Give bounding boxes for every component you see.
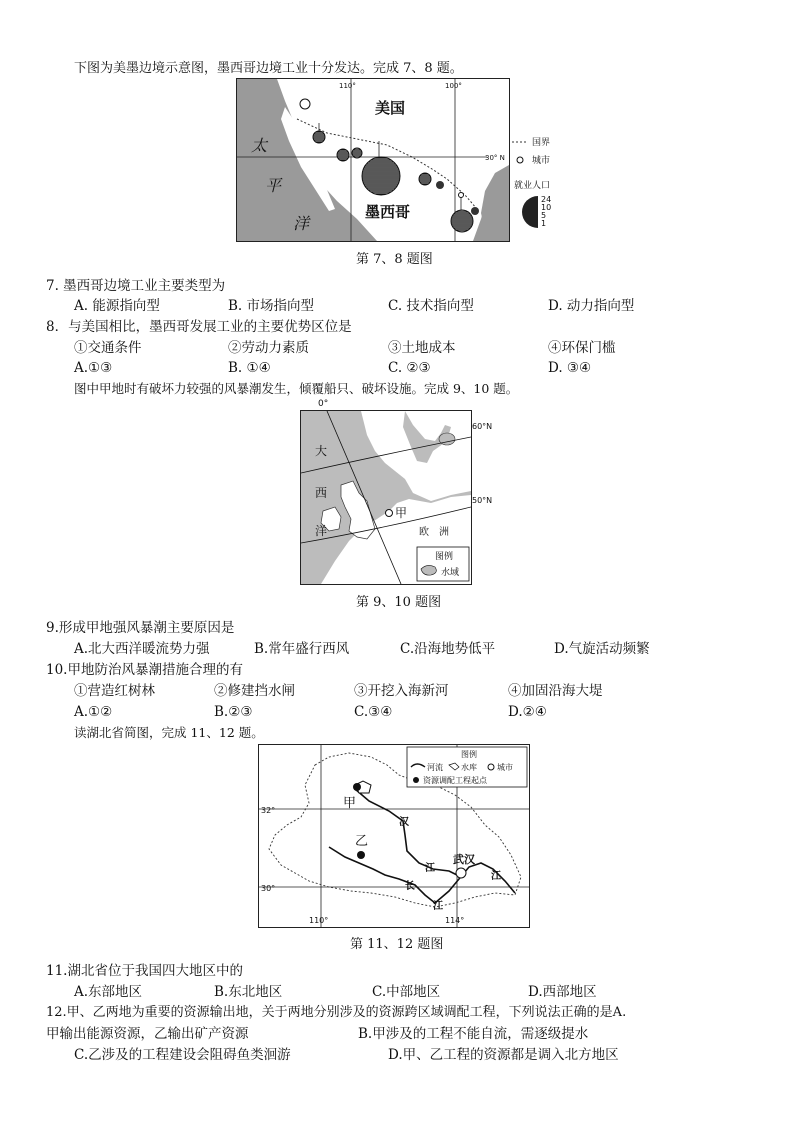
q8-option-d: D. ③④ — [548, 360, 592, 376]
q9-option-d: D.气旋活动频繁 — [554, 641, 650, 657]
hubei-map — [258, 744, 530, 928]
fig3-jia: 甲 — [343, 796, 357, 811]
q11-option-c: C.中部地区 — [372, 984, 441, 1000]
q10-option-d: D.②④ — [508, 704, 547, 720]
fig1-legend — [508, 130, 578, 230]
legend-reservoir: 水库 — [461, 763, 477, 772]
fig1-caption: 第 7、8 题图 — [356, 252, 433, 267]
fig2-lat-60: 60°N — [472, 422, 493, 431]
q7-option-c: C. 技术指向型 — [388, 298, 474, 314]
q10-stem: 10.甲地防治风暴潮措施合理的有 — [46, 662, 243, 678]
intro-7-8: 下图为美墨边境示意图，墨西哥边境工业十分发达。完成 7、8 题。 — [74, 61, 463, 76]
fig3-han: 汉 — [399, 817, 409, 828]
usa-label: 美国 — [375, 99, 406, 117]
q8-item-4: ④环保门槛 — [548, 340, 616, 356]
north-sea-map — [300, 410, 472, 585]
legend-city: 城市 — [532, 156, 551, 166]
fig3-jiang-east: 江 — [491, 871, 501, 882]
legend-pop-10: 10 — [541, 203, 552, 212]
legend-origin: 资源调配工程起点 — [423, 776, 487, 785]
intro-11-12: 读湖北省简图，完成 11、12 题。 — [74, 725, 264, 740]
intro-9-10: 图中甲地时有破坏力较强的风暴潮发生，倾覆船只、破坏设施。完成 9、10 题。 — [74, 381, 519, 396]
q11-option-a: A.东部地区 — [74, 984, 143, 1000]
us-mexico-border-map — [236, 78, 510, 242]
lon-100: 100° — [445, 82, 462, 90]
q9-stem: 9.形成甲地强风暴潮主要原因是 — [46, 620, 235, 636]
fig3-jiang-han: 江 — [425, 863, 435, 874]
q7-option-d: D. 动力指向型 — [548, 298, 635, 314]
q9-option-b: B.常年盛行西风 — [254, 641, 350, 657]
fig2-europe: 欧 洲 — [419, 527, 449, 538]
fig3-legend-title: 图例 — [461, 750, 477, 759]
fig3-jiang-mid: 江 — [433, 901, 443, 912]
lat-30: 30° N — [485, 154, 505, 162]
fig2-jia: 甲 — [395, 506, 408, 520]
fig3-caption: 第 11、12 题图 — [350, 937, 444, 952]
ocean-char-3: 洋 — [293, 214, 310, 233]
legend-river: 河流 — [427, 763, 443, 772]
ocean-char-2: 平 — [265, 176, 282, 195]
legend-pop-24: 24 — [541, 195, 552, 204]
q8-item-3: ③土地成本 — [388, 340, 456, 356]
fig2-legend-title: 图例 — [435, 552, 454, 562]
lat-32: 32° — [261, 806, 276, 815]
q11-option-d: D.西部地区 — [528, 984, 597, 1000]
fig2-lat-50: 50°N — [472, 496, 493, 505]
q12-option-c: C.乙涉及的工程建设会阻碍鱼类洄游 — [74, 1047, 291, 1063]
q12-stem: 12.甲、乙两地为重要的资源输出地，关于两地分别涉及的资源跨区域调配工程，下列说法正确的是A. — [46, 1005, 627, 1020]
q8-item-2: ②劳动力素质 — [228, 340, 309, 356]
q7-stem: 7. 墨西哥边境工业主要类型为 — [46, 278, 226, 294]
lon-110: 110° — [339, 82, 356, 90]
q10-item-1: ①营造红树林 — [74, 683, 155, 699]
q10-option-b: B.②③ — [214, 704, 253, 720]
legend-pop-title: 就业人口 — [514, 181, 551, 191]
fig2-ocean-1: 大 — [315, 444, 328, 458]
q8-option-b: B. ①④ — [228, 360, 271, 376]
fig2-ocean-2: 西 — [315, 486, 328, 500]
q11-stem: 11.湖北省位于我国四大地区中的 — [46, 963, 243, 979]
q10-option-c: C.③④ — [354, 704, 393, 720]
q9-option-a: A.北大西洋暖流势力强 — [74, 641, 210, 657]
fig2-legend-water: 水域 — [441, 568, 460, 578]
q11-option-b: B.东北地区 — [214, 984, 283, 1000]
lat-30: 30° — [261, 884, 276, 893]
fig2-ocean-3: 洋 — [315, 524, 328, 538]
lon-110: 110° — [309, 916, 329, 925]
q7-option-a: A. 能源指向型 — [74, 298, 160, 314]
q12-option-d: D.甲、乙工程的资源都是调入北方地区 — [388, 1047, 619, 1063]
legend-pop-1: 1 — [541, 219, 547, 228]
legend-border: 国界 — [532, 138, 551, 148]
q10-item-4: ④加固沿海大堤 — [508, 683, 603, 699]
fig3-chang: 长 — [405, 881, 415, 892]
q8-option-c: C. ②③ — [388, 360, 431, 376]
ocean-char-1: 太 — [251, 136, 268, 155]
legend-city: 城市 — [497, 763, 513, 772]
fig2-caption: 第 9、10 题图 — [356, 595, 442, 610]
q7-option-b: B. 市场指向型 — [228, 298, 315, 314]
q8-stem: 8．与美国相比，墨西哥发展工业的主要优势区位是 — [46, 319, 352, 335]
q12-option-b: B.甲涉及的工程不能自流，需逐级提水 — [358, 1026, 589, 1042]
q8-option-a: A.①③ — [74, 360, 113, 376]
q10-item-3: ③开挖入海新河 — [354, 683, 449, 699]
fig3-wuhan: 武汉 — [453, 853, 475, 866]
fig2-lon-0: 0° — [318, 399, 329, 409]
mexico-label: 墨西哥 — [365, 203, 411, 221]
legend-pop-5: 5 — [541, 211, 547, 220]
q10-option-a: A.①② — [74, 704, 113, 720]
fig3-yi: 乙 — [355, 834, 369, 849]
lon-114: 114° — [445, 916, 465, 925]
q8-item-1: ①交通条件 — [74, 340, 142, 356]
q12-option-a: 甲输出能源资源，乙输出矿产资源 — [46, 1026, 249, 1042]
q9-option-c: C.沿海地势低平 — [400, 641, 496, 657]
q10-item-2: ②修建挡水闸 — [214, 683, 295, 699]
